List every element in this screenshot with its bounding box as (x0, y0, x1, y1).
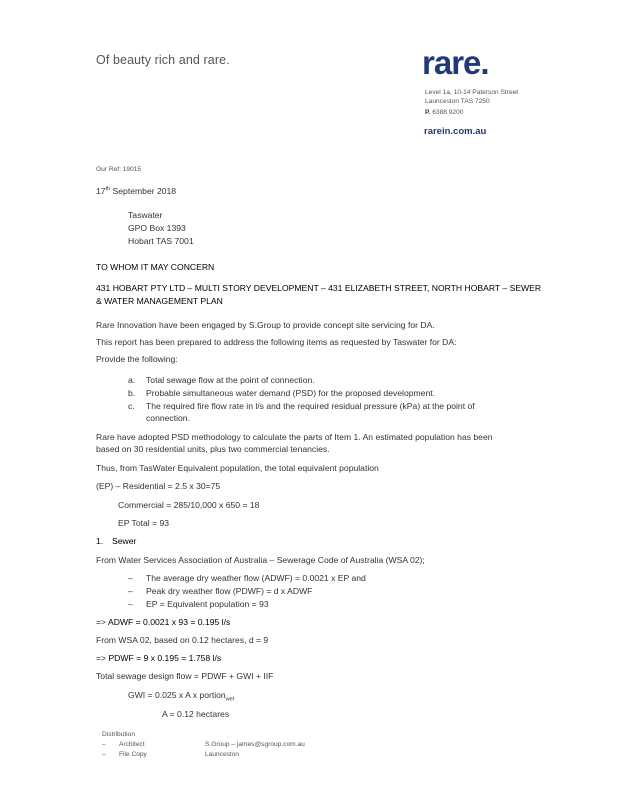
date-rest: September 2018 (110, 186, 177, 196)
paragraph-design-flow: Total sewage design flow = PDWF + GWI + IIF (96, 671, 274, 681)
bullet-text: Peak dry weather flow (PDWF) = d x ADWF (146, 586, 313, 596)
address-line-2: Launceston TAS 7250 (425, 98, 490, 105)
recipient-line-2: GPO Box 1393 (128, 223, 186, 233)
list-item-text: Total sewage flow at the point of connection. (146, 375, 315, 385)
bullet-marker: – (128, 599, 133, 609)
distribution-detail: S.Group – james@sgroup.com.au (205, 741, 305, 748)
paragraph-provide: Provide the following: (96, 354, 178, 364)
paragraph-report-purpose: This report has been prepared to address the following items as requested by Taswater for DA: (96, 337, 457, 347)
list-item-b (128, 388, 435, 398)
subject-line-1: 431 HOBART PTY LTD – MULTI STORY DEVELOPMENT – 431 ELIZABETH STREET, NORTH HOBART – SEWER (96, 283, 542, 293)
adwf-result: ADWF = 0.0021 x 93 = 0.195 l/s (107, 617, 231, 627)
section-number: 1. (96, 536, 104, 546)
date-suffix: th (105, 186, 111, 193)
paragraph-methodology-1: Rare have adopted PSD methodology to calculate the parts of Item 1. An estimated population has been (96, 432, 493, 442)
distribution-marker: – (102, 741, 106, 748)
phone-line (425, 108, 463, 118)
bullet-marker: – (128, 573, 133, 583)
gwi-main: GWI = 0.025 x A x portion (128, 690, 226, 700)
adwf-result-line (96, 617, 230, 627)
address-line-1: Level 1a, 10-14 Paterson Street (425, 89, 519, 96)
recipient-line-3: Hobart TAS 7001 (128, 236, 194, 246)
list-item-c (128, 401, 475, 411)
phone-number: 6388 9200 (432, 109, 464, 116)
bullet-ep (128, 599, 269, 609)
paragraph-wsa-d: From WSA 02, based on 0.12 hectares, d = 9 (96, 635, 269, 645)
area-value: A = 0.12 hectares (162, 709, 230, 719)
list-marker: a. (128, 375, 136, 385)
gwi-subscript: wet (225, 696, 235, 703)
bullet-pdwf (128, 586, 312, 596)
rare-logo: rare. (422, 44, 489, 81)
pdwf-result: PDWF = 9 x 0.195 = 1.758 l/s (108, 653, 222, 663)
paragraph-methodology-2: based on 30 residential units, plus two commercial tenancies. (96, 444, 330, 454)
section-title: Sewer (112, 536, 137, 546)
website-link[interactable]: rarein.com.au (424, 126, 487, 137)
distribution-row-architect (102, 741, 305, 748)
subject-line-2: & WATER MANAGEMENT PLAN (96, 296, 223, 306)
date-day: 17 (96, 186, 106, 196)
ep-residential: (EP) – Residential = 2.5 x 30=75 (96, 481, 221, 491)
bullet-adwf (128, 573, 366, 583)
bullet-marker: – (128, 586, 133, 596)
section-heading-sewer (96, 536, 136, 546)
gwi-formula (128, 690, 234, 703)
list-item-text: The required fire flow rate in l/s and the required residual pressure (kPa) at the point of (146, 401, 475, 411)
distribution-row-file-copy (102, 751, 239, 758)
bullet-text: EP = Equivalent population = 93 (146, 599, 269, 609)
tagline: Of beauty rich and rare. (96, 53, 230, 67)
paragraph-wsa: From Water Services Association of Australia – Sewerage Code of Australia (WSA 02); (96, 555, 425, 565)
list-item-c-continued: connection. (146, 413, 190, 423)
paragraph-equivalent-population: Thus, from TasWater Equivalent population, the total equivalent population (96, 463, 379, 473)
list-marker: b. (128, 388, 136, 398)
distribution-name: Architect (119, 741, 145, 748)
arrow-symbol: => (96, 653, 107, 663)
list-item-text: Probable simultaneous water demand (PSD) for the proposed development. (146, 388, 436, 398)
paragraph-engagement: Rare Innovation have been engaged by S.Group to provide concept site servicing for DA. (96, 320, 435, 330)
list-item-a (128, 375, 315, 385)
ep-commercial: Commercial = 285/10,000 x 650 = 18 (118, 500, 260, 510)
ep-total: EP Total = 93 (118, 518, 170, 528)
distribution-detail: Launceston (205, 751, 240, 758)
distribution-name: File Copy (119, 751, 147, 758)
letter-date (96, 186, 176, 196)
recipient-line-1: Taswater (128, 210, 163, 220)
salutation: TO WHOM IT MAY CONCERN (96, 262, 215, 272)
arrow-symbol: => (96, 617, 107, 627)
list-marker: c. (128, 401, 135, 411)
phone-label: P. (425, 109, 431, 116)
bullet-text: The average dry weather flow (ADWF) = 0.0021 x EP and (146, 573, 366, 583)
distribution-title: Distribution (102, 731, 135, 738)
distribution-marker: – (102, 751, 106, 758)
our-reference: Our Ref: 19015 (96, 166, 142, 173)
pdwf-result-line (96, 653, 221, 663)
